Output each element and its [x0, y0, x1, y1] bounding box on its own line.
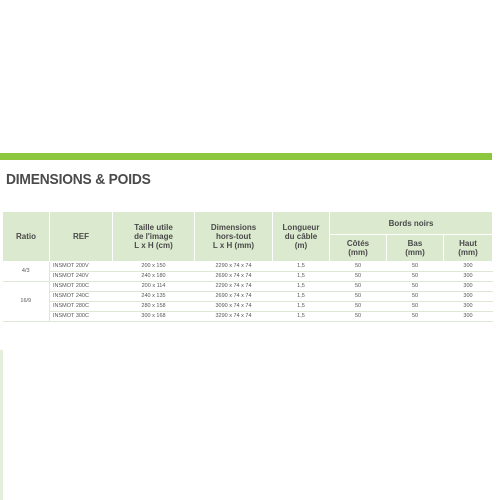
cell-overall-dimensions: 2690 x 74 x 74 [195, 292, 273, 302]
cell-top: 300 [444, 282, 493, 292]
cell-bottom: 50 [387, 292, 444, 302]
cell-sides: 50 [330, 292, 387, 302]
cell-cable-length: 1,5 [273, 262, 330, 272]
cell-top: 300 [444, 262, 493, 272]
header-black-borders-group: Bords noirs [330, 212, 493, 235]
cell-ref: INSMOT 300C [50, 312, 113, 322]
table-row [3, 312, 493, 322]
header-overall-dimensions-line2: hors-tout [215, 232, 252, 241]
section-title: DIMENSIONS & POIDS [6, 171, 151, 188]
cell-cable-length: 1,5 [273, 282, 330, 292]
cell-image-size: 300 x 168 [113, 312, 195, 322]
cell-image-size: 240 x 180 [113, 272, 195, 282]
cell-ref: INSMOT 240C [50, 292, 113, 302]
cell-cable-length: 1,5 [273, 272, 330, 282]
cell-cable-length: 1,5 [273, 302, 330, 312]
cell-image-size: 240 x 135 [113, 292, 195, 302]
cell-bottom: 50 [387, 282, 444, 292]
header-sides-line2: (mm) [348, 248, 368, 257]
cell-sides: 50 [330, 272, 387, 282]
cell-ref: INSMOT 280C [50, 302, 113, 312]
table-row [3, 272, 493, 282]
header-bottom-line2: (mm) [405, 248, 425, 257]
header-cable-length-line1: Longueur [282, 223, 320, 232]
header-top [444, 235, 493, 262]
header-top-line1: Haut [459, 239, 477, 248]
cell-bottom: 50 [387, 262, 444, 272]
cell-bottom: 50 [387, 312, 444, 322]
left-edge-decoration [0, 350, 3, 500]
cell-cable-length: 1,5 [273, 292, 330, 302]
cell-ref: INSMOT 240V [50, 272, 113, 282]
cell-overall-dimensions: 2290 x 74 x 74 [195, 282, 273, 292]
cell-overall-dimensions: 3090 x 74 x 74 [195, 302, 273, 312]
header-top-line2: (mm) [458, 248, 478, 257]
cell-sides: 50 [330, 262, 387, 272]
cell-sides: 50 [330, 312, 387, 322]
header-overall-dimensions [195, 212, 273, 262]
cell-ref: INSMOT 200V [50, 262, 113, 272]
cell-image-size: 200 x 150 [113, 262, 195, 272]
cell-sides: 50 [330, 302, 387, 312]
table-row [3, 292, 493, 302]
header-bottom [387, 235, 444, 262]
section-accent-rule [0, 153, 492, 160]
cell-overall-dimensions: 2690 x 74 x 74 [195, 272, 273, 282]
cell-top: 300 [444, 272, 493, 282]
header-ratio: Ratio [3, 212, 50, 262]
header-cable-length-line3: (m) [294, 241, 308, 250]
cell-bottom: 50 [387, 302, 444, 312]
header-image-size-line2: de l'image [134, 232, 173, 241]
header-ref: REF [50, 212, 113, 262]
cell-cable-length: 1,5 [273, 312, 330, 322]
cell-ratio: 4/3 [3, 262, 50, 282]
header-image-size-line3: L x H (cm) [134, 241, 173, 250]
table-row [3, 282, 493, 292]
cell-overall-dimensions: 3290 x 74 x 74 [195, 312, 273, 322]
cell-top: 300 [444, 302, 493, 312]
header-bottom-line1: Bas [407, 239, 423, 248]
header-cable-length-line2: du câble [284, 232, 318, 241]
header-sides [330, 235, 387, 262]
table-body [3, 262, 493, 322]
cell-image-size: 280 x 158 [113, 302, 195, 312]
table-row [3, 262, 493, 272]
cell-bottom: 50 [387, 272, 444, 282]
header-overall-dimensions-line1: Dimensions [210, 223, 257, 232]
cell-ref: INSMOT 200C [50, 282, 113, 292]
cell-top: 300 [444, 292, 493, 302]
header-cable-length [273, 212, 330, 262]
header-sides-line1: Côtés [346, 239, 370, 248]
header-image-size-line1: Taille utile [134, 223, 173, 232]
cell-overall-dimensions: 2290 x 74 x 74 [195, 262, 273, 272]
cell-ratio: 16/9 [3, 282, 50, 322]
header-image-size [113, 212, 195, 262]
cell-top: 300 [444, 312, 493, 322]
cell-sides: 50 [330, 282, 387, 292]
table-header [3, 212, 493, 262]
table-row [3, 302, 493, 312]
cell-image-size: 200 x 114 [113, 282, 195, 292]
header-overall-dimensions-line3: L x H (mm) [212, 241, 255, 250]
dimensions-table [2, 211, 493, 322]
